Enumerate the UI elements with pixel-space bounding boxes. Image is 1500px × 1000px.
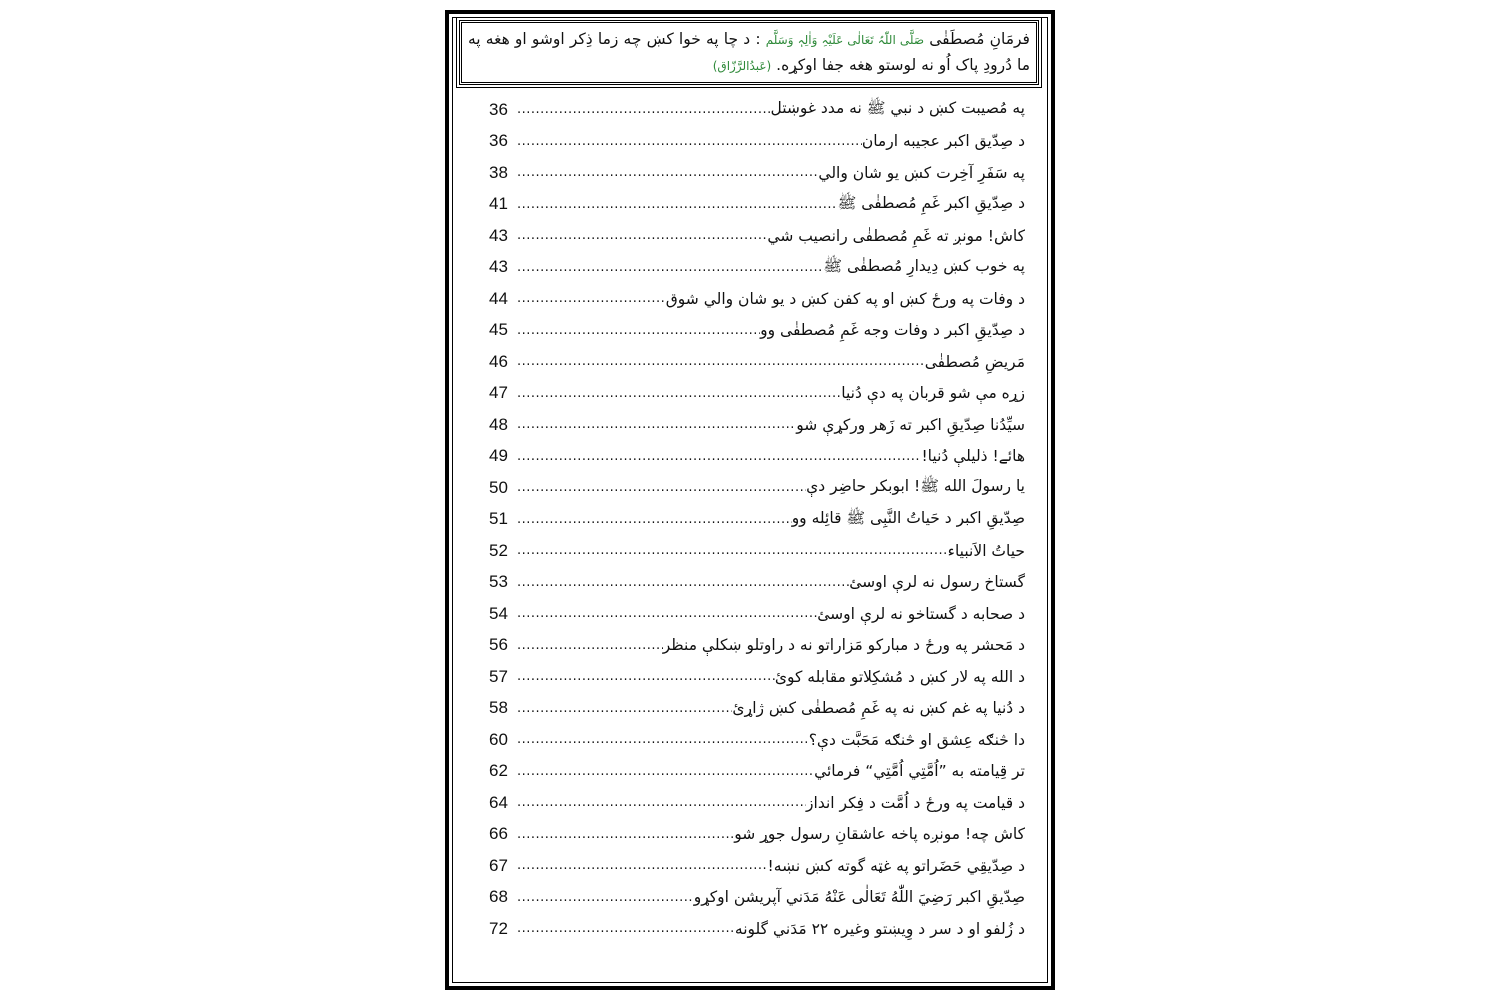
toc-page-number: 66 [489,824,508,844]
toc-row[interactable] [489,535,1025,567]
toc-entry-title: د صحابه د گستاخو نه لرې اوسئ [817,604,1025,623]
toc-entry-title: گستاخ رسول نه لرې اوسئ [849,573,1025,592]
toc-page-number: 58 [489,698,508,718]
leader-dots [515,575,849,590]
toc-entry-title: د دُنيا په غم کښ نه په غَمِ مُصطفٰی کښ ژاړئ [732,699,1025,718]
leader-dots [515,543,948,558]
toc-page-number: 38 [489,162,508,182]
leader-dots [515,921,735,936]
toc-entry-title: د الله په لار کښ د مُشکِلاتو مقابله کوئ [774,667,1025,686]
leader-dots [515,417,796,432]
toc-row[interactable] [489,724,1025,756]
header-text: : د چا په خوا کښ چه زما ذِکر اوشو او هغه په ما دُرودِ پاک اُو نه لوستو هغه جفا اوکړه. [468,30,1030,74]
toc-entry-title: تر قِيامته به ”اُمَّتِي اُمَّتِي“ فرمائي [814,762,1025,781]
toc-row[interactable] [489,787,1025,819]
toc-page-number: 43 [489,257,508,277]
toc-row[interactable] [489,315,1025,347]
toc-entry-title: زړه مې شو قربان په دې دُنيا [841,384,1025,403]
leader-dots [515,449,921,464]
table-of-contents [489,94,1025,945]
toc-row[interactable] [489,504,1025,536]
toc-page-number: 49 [489,446,508,466]
toc-entry-title: د مَحشر په ورځ د مبارکو مَزاراتو نه د راوتلو ښکلې منظر [662,636,1025,655]
book-page [445,10,1055,990]
toc-entry-title: په مُصيبت کښ د نبي ﷺ نه مدد غوښتل [770,99,1025,118]
toc-entry-title: د صِدّيقِي حَضَراتو په غټه گوته کښ نښه! [767,856,1025,875]
salutation-calligraphy: صَلَّی اللّٰہُ تَعَالٰی عَلَیْہِ وَاٰلِہٖ وَسَلَّم [765,33,925,47]
toc-row[interactable] [489,598,1025,630]
toc-row[interactable] [489,850,1025,882]
leader-dots [515,480,806,495]
toc-page-number: 45 [489,320,508,340]
leader-dots [515,669,775,684]
toc-entry-title: دا څنګه عِشق او څنګه مَحَبَّت دې؟ [808,730,1025,749]
leader-dots [515,512,792,527]
toc-entry-title: کاش چه! مونږه پاخه عاشقانِ رسول جوړ شو [734,825,1025,844]
toc-page-number: 53 [489,572,508,592]
hadith-header-box [459,20,1039,85]
toc-entry-title: د صِدّيقِ اکبر غَمِ مُصطفٰی ﷺ [837,193,1025,212]
toc-row[interactable] [489,472,1025,504]
toc-row[interactable] [489,126,1025,158]
toc-row[interactable] [489,567,1025,599]
toc-row[interactable] [489,819,1025,851]
toc-entry-title: په خوب کښ دِيدارِ مُصطفٰی ﷺ [823,256,1025,275]
toc-row[interactable] [489,157,1025,189]
toc-page-number: 72 [489,918,508,938]
toc-entry-title: د وفات په ورځ کښ او په کفن کښ د يو شان والي شوق [665,289,1025,308]
toc-entry-title: د صِدّيق اکبر عجيبه ارمان [861,132,1025,151]
leader-dots [515,638,663,653]
toc-row[interactable] [489,630,1025,662]
toc-row[interactable] [489,693,1025,725]
toc-page-number: 51 [489,509,508,529]
toc-page-number: 36 [489,131,508,151]
toc-entry-title: صِدّيقِ اکبر د حَياتُ النَّبِی ﷺ قائِله وو [791,508,1025,527]
toc-page-number: 46 [489,351,508,371]
toc-page-number: 50 [489,477,508,497]
toc-page-number: 41 [489,194,508,214]
toc-row[interactable] [489,94,1025,126]
toc-entry-title: کاش! مونږ ته غَمِ مُصطفٰی رانصيب شي [767,226,1025,245]
leader-dots [515,732,809,747]
leader-dots [515,795,806,810]
leader-dots [515,260,823,275]
toc-row[interactable] [489,283,1025,315]
toc-entry-title: مَريضِ مُصطفٰی [924,352,1025,371]
leader-dots [515,291,666,306]
toc-page-number: 47 [489,383,508,403]
leader-dots [515,827,734,842]
leader-dots [515,197,838,212]
toc-row[interactable] [489,882,1025,914]
toc-row[interactable] [489,346,1025,378]
toc-entry-title: هائے! ذليلې دُنيا! [921,447,1025,466]
leader-dots [515,606,817,621]
leader-dots [515,134,862,149]
leader-dots [515,228,767,243]
toc-page-number: 57 [489,666,508,686]
leader-dots [515,102,770,117]
leader-dots [515,858,768,873]
toc-entry-title: صِدّيقِ اکبر رَضِيَ اللّٰهُ تَعَالٰی عَنْهُ مَدَني آپريشن اوکړو [693,888,1025,907]
toc-row[interactable] [489,913,1025,945]
leader-dots [515,386,841,401]
leader-dots [515,764,814,779]
toc-page-number: 68 [489,887,508,907]
toc-entry-title: يا رسولَ الله ﷺ! ابوبکر حاضِر دې [806,477,1025,496]
toc-page-number: 62 [489,761,508,781]
toc-page-number: 56 [489,635,508,655]
leader-dots [515,890,694,905]
toc-row[interactable] [489,252,1025,284]
toc-entry-title: د صِدّيقِ اکبر د وفات وجه غَمِ مُصطفٰی وو [760,321,1025,340]
header-source: (عَبدُالرَّزّاق) [712,59,772,73]
toc-entry-title: د قيامت په ورځ د اُمَّت د فِکر انداز [806,793,1025,812]
leader-dots [515,323,760,338]
toc-page-number: 48 [489,414,508,434]
toc-row[interactable] [489,409,1025,441]
leader-dots [515,354,925,369]
toc-page-number: 60 [489,729,508,749]
header-lead: فرمَانِ مُصطَفٰی [929,30,1030,48]
toc-row[interactable] [489,220,1025,252]
toc-page-number: 43 [489,225,508,245]
toc-entry-title: په سَفَرِ آخِرت کښ يو شان والي [818,163,1025,182]
toc-row[interactable] [489,661,1025,693]
toc-row[interactable] [489,189,1025,221]
toc-entry-title: د زُلفو او د سر د وِيښتو وغيره ۲۲ مَدَني گلونه [734,919,1025,938]
toc-row[interactable] [489,441,1025,473]
toc-entry-title: سيِّدُنا صِدّيقِ اکبر ته زَهر ورکړې شو [796,415,1025,434]
toc-page-number: 54 [489,603,508,623]
leader-dots [515,165,818,180]
toc-row[interactable] [489,378,1025,410]
toc-page-number: 52 [489,540,508,560]
toc-row[interactable] [489,756,1025,788]
leader-dots [515,701,732,716]
toc-page-number: 64 [489,792,508,812]
toc-page-number: 36 [489,99,508,119]
toc-page-number: 67 [489,855,508,875]
toc-entry-title: حياتُ الاَنبياء [947,541,1025,560]
toc-page-number: 44 [489,288,508,308]
